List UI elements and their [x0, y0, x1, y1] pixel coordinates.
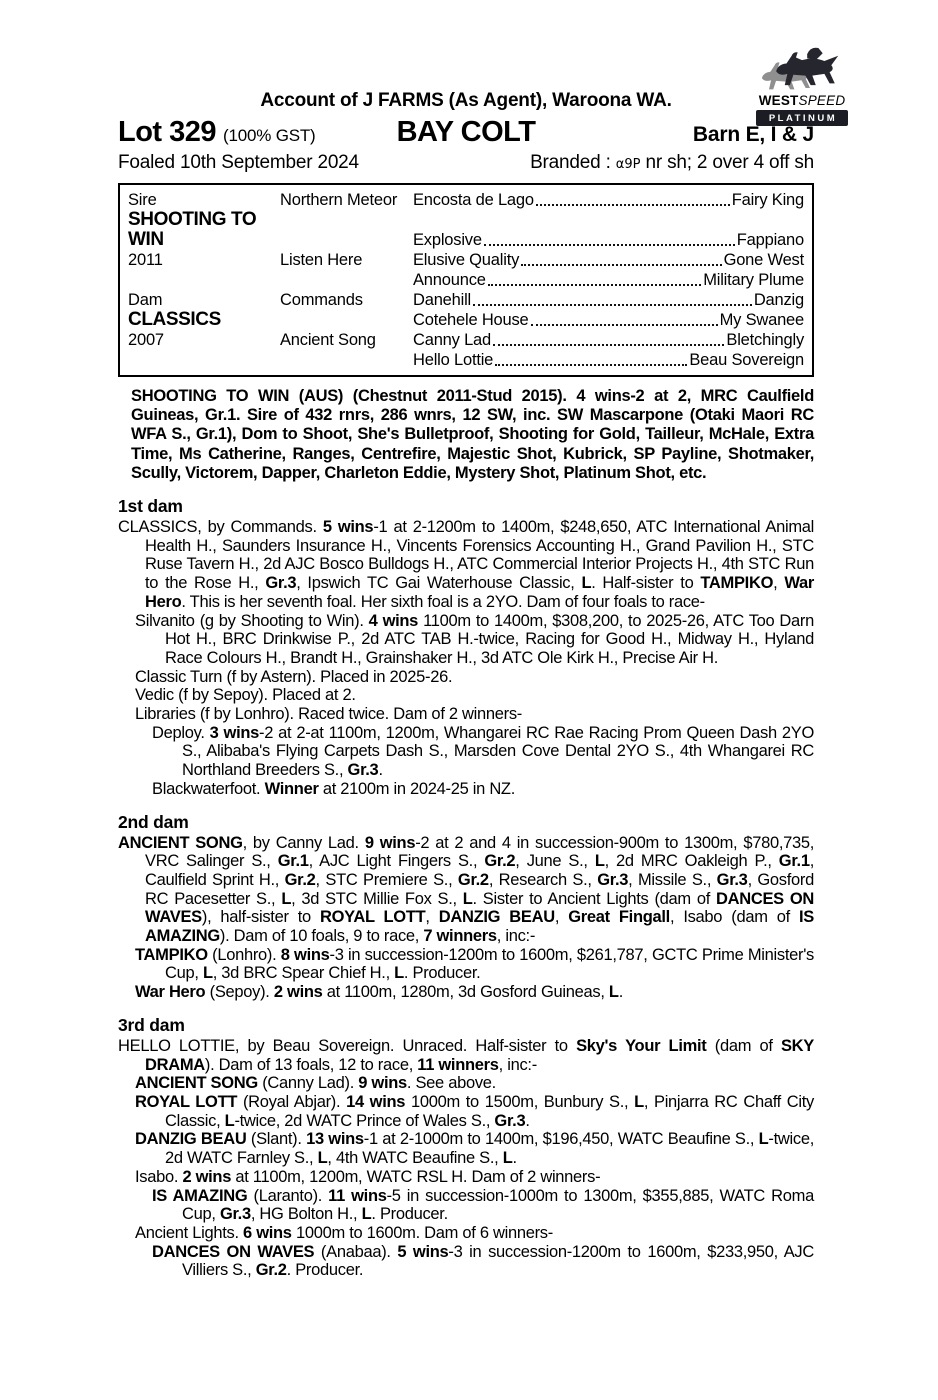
pedigree-cell-parent: Listen Here	[280, 251, 363, 269]
text-segment: , Caulfield Sprint H.,	[145, 852, 814, 889]
branded-line	[530, 152, 814, 174]
text-segment: Gr.1	[277, 852, 309, 871]
section-heading: 1st dam	[118, 496, 183, 517]
ancestor-right: My Swanee	[719, 311, 804, 329]
section-heading: 2nd dam	[118, 811, 189, 832]
text-segment: Gr.2	[484, 852, 516, 871]
ancestor-left: Hello Lottie	[413, 351, 494, 369]
pedigree-cell-name	[128, 350, 280, 370]
pedigree-cell-ancestors	[413, 270, 804, 290]
pedigree-cell-parent	[280, 210, 413, 250]
pedigree-cell-parent	[280, 350, 413, 370]
text-segment: ,	[773, 574, 785, 593]
text-segment: -1 at 2-1200m to 1400m, $248,650, ATC International Animal Health H., Saunders Insurance H., Vincents Forensics Accounting H., Grand Pavilion H., STC Ruse Tavern H., 2d AJC Bosco Bulldogs H., ATC Commercial Interior Projects H., 4th STC Run to the Rose H.,	[145, 518, 815, 593]
pedigree-cell-name: Sire	[128, 191, 157, 209]
sire-summary	[131, 387, 814, 483]
text-segment: . Half-sister to	[591, 574, 701, 593]
pedigree-paragraph	[118, 705, 814, 724]
text-segment: , 3d STC Millie Fox S.,	[291, 889, 463, 908]
dotted-leader	[531, 324, 718, 326]
text-segment: 2 wins	[273, 983, 323, 1002]
ancestor-left: Danehill	[413, 291, 472, 309]
text-segment: , AJC Light Fingers S.,	[308, 852, 485, 871]
text-segment: Classic Turn (f by Astern). Placed in 2025-26.	[135, 667, 453, 686]
text-segment: ANCIENT SONG	[118, 833, 243, 852]
text-segment: -3 in succession-1200m to 1600m, $261,787, GCTC Prime Minister's Cup,	[165, 945, 814, 983]
text-segment: (Sepoy).	[205, 983, 274, 1002]
text-segment: . Producer.	[286, 1261, 364, 1280]
text-segment: ROYAL LOTT	[135, 1093, 238, 1111]
text-segment: ). Dam of 10 foals, 9 to race,	[219, 927, 424, 946]
text-segment: 5 wins	[397, 1242, 449, 1261]
text-segment: DANCES ON WAVES	[145, 889, 814, 927]
text-segment: , Pinjarra RC Chaff City Classic,	[165, 1093, 815, 1130]
logo-west-text: WEST	[758, 93, 799, 108]
lot-number: Lot 329	[118, 116, 217, 148]
pedigree-cell-name: Dam	[128, 291, 163, 309]
text-segment: Gr.3	[716, 870, 748, 889]
text-segment: .	[378, 761, 383, 780]
text-segment: , Ipswich TC Gai Waterhouse Classic,	[296, 574, 582, 593]
pedigree-table	[118, 183, 814, 377]
text-segment: 1100m to 1400m, $308,200, to 2025-26, ATC Too Darn Hot H., BRC Drinkwise P., 2d ATC TAB H.-twice, Racing for Good H., Midway H., Hyland Race Colours H., Brandt H., Grainshaker H., 3d ATC Ole Kirk H., Precise Air H.	[165, 611, 814, 667]
text-segment: -twice, 2d WATC Prince of Wales S.,	[234, 1111, 495, 1130]
text-segment: DANZIG BEAU	[135, 1130, 247, 1149]
text-segment: Ancient Lights.	[135, 1223, 244, 1242]
brand-mark: α9P	[615, 157, 641, 172]
pedigree-cell-parent	[280, 310, 413, 330]
pedigree-paragraph	[118, 724, 814, 780]
pedigree-cell-parent: Commands	[280, 291, 363, 309]
text-segment: (dam of	[706, 1036, 781, 1055]
text-segment: L	[502, 1149, 513, 1168]
dotted-leader	[484, 244, 735, 246]
text-segment: 9 wins	[364, 833, 416, 852]
ancestor-right: Military Plume	[703, 271, 804, 289]
text-segment: Gr.3	[219, 1205, 251, 1224]
pedigree-paragraph	[118, 1037, 814, 1074]
text-segment: HELLO LOTTIE, by Beau Sovereign. Unraced. Half-sister to	[118, 1036, 577, 1055]
text-segment: L	[317, 1149, 328, 1168]
text-segment: 2 wins	[182, 1167, 232, 1186]
text-segment: 14 wins	[346, 1093, 406, 1111]
text-segment: , by Canny Lad.	[242, 833, 365, 852]
barn-label: Barn E, I & J	[692, 123, 815, 146]
text-segment: L	[202, 964, 213, 983]
text-segment: Silvanito (g by Shooting to Win).	[135, 611, 369, 630]
text-segment: War Hero	[135, 983, 206, 1002]
ancestor-left: Canny Lad	[413, 331, 492, 349]
pedigree-paragraph	[118, 518, 814, 612]
text-segment: IS AMAZING	[145, 908, 814, 946]
text-segment: DANZIG BEAU	[438, 908, 555, 927]
text-segment: , June S.,	[515, 852, 595, 871]
text-segment: (Lonhro).	[207, 945, 281, 964]
text-segment: Gr.2	[255, 1261, 287, 1280]
pedigree-paragraph	[118, 1074, 814, 1093]
pedigree-cell-ancestors	[413, 190, 804, 210]
text-segment: . This is her seventh foal. Her sixth foal is a 2YO. Dam of four foals to race-	[181, 592, 705, 611]
text-segment: , Research S.,	[488, 870, 598, 889]
ancestor-left: Cotehele House	[413, 311, 529, 329]
text-segment: , 4th WATC Beaufine S.,	[327, 1149, 503, 1168]
text-segment: ). Dam of 13 foals, 12 to race,	[204, 1055, 418, 1074]
text-segment: 8 wins	[280, 945, 330, 964]
text-segment: 6 wins	[243, 1223, 292, 1242]
pedigree-cell-name: 2007	[128, 331, 164, 349]
dotted-leader	[521, 264, 721, 266]
dotted-leader	[473, 304, 752, 306]
ancestor-left: Encosta de Lago	[413, 191, 534, 209]
pedigree-paragraph	[118, 686, 814, 705]
pedigree-cell-ancestors	[413, 350, 804, 370]
text-segment: 7 winners	[423, 927, 497, 946]
text-segment: ,	[554, 908, 569, 927]
text-segment: 4 wins	[368, 611, 419, 630]
text-segment: Gr.2	[284, 870, 316, 889]
text-segment: at 2100m in 2024-25 in NZ.	[318, 779, 515, 798]
text-segment: L	[758, 1130, 769, 1149]
pedigree-cell-ancestors	[413, 250, 804, 270]
text-segment: . Producer.	[371, 1205, 448, 1224]
pedigree-cell-ancestors	[413, 310, 804, 330]
text-segment: Blackwaterfoot.	[152, 779, 265, 798]
pedigree-paragraph	[118, 1093, 814, 1130]
text-segment: , inc:-	[496, 927, 536, 946]
pedigree-cell-parent: Ancient Song	[280, 331, 376, 349]
platinum-badge: PLATINUM	[756, 110, 848, 126]
text-segment: (Anabaa).	[314, 1242, 398, 1261]
text-segment: L	[581, 574, 592, 593]
text-segment: 9 wins	[358, 1074, 407, 1093]
section-heading: 3rd dam	[118, 1014, 185, 1035]
text-segment: Gr.2	[457, 870, 489, 889]
text-segment: L	[462, 889, 473, 908]
text-segment: -5 in succession-1000m to 1300m, $355,885, WATC Roma Cup,	[182, 1186, 814, 1224]
text-segment: , Isabo (dam of	[669, 908, 799, 927]
logo-speed-text: SPEED	[798, 93, 846, 108]
text-segment: ), half-sister to	[201, 908, 320, 927]
text-segment: .	[525, 1111, 530, 1130]
lot-group	[118, 116, 397, 149]
pedigree-paragraph	[118, 668, 814, 687]
text-segment: Winner	[264, 779, 319, 798]
pedigree-paragraph	[118, 834, 814, 946]
text-segment: (Laranto).	[247, 1186, 329, 1205]
pedigree-cell-ancestors	[413, 290, 804, 310]
ancestor-left: Announce	[413, 271, 486, 289]
ancestor-left: Explosive	[413, 231, 482, 249]
text-segment: Gr.3	[265, 574, 297, 593]
text-segment: ,	[425, 908, 439, 927]
pedigree-cell-ancestors	[413, 210, 804, 250]
pedigree-paragraph	[118, 1224, 814, 1243]
ancestor-right: Fappiano	[736, 231, 804, 249]
ancestor-right: Beau Sovereign	[689, 351, 804, 369]
lot-row	[118, 116, 814, 149]
pedigree-paragraph	[118, 946, 814, 983]
text-segment: L	[634, 1093, 644, 1111]
pedigree-paragraph	[118, 1187, 814, 1224]
pedigree-cell-parent: Northern Meteor	[280, 191, 398, 209]
text-segment: 11 wins	[328, 1186, 387, 1205]
pedigree-paragraph	[118, 1243, 814, 1280]
dotted-leader	[536, 204, 730, 206]
text-segment: IS AMAZING	[152, 1186, 248, 1205]
text-segment: at 1100m, 1200m, WATC RSL H. Dam of 2 winners-	[231, 1167, 601, 1186]
branded-detail: nr sh; 2 over 4 off sh	[645, 152, 814, 173]
ancestor-right: Danzig	[753, 291, 804, 309]
text-segment: .	[618, 983, 623, 1002]
text-segment: -3 in succession-1200m to 1600m, $233,950, AJC Villiers S.,	[182, 1242, 814, 1280]
text-segment: 11 winners	[417, 1055, 499, 1074]
pedigree-paragraph	[118, 1130, 814, 1167]
ancestor-right: Gone West	[723, 251, 804, 269]
text-segment: SHOOTING TO WIN (AUS) (Chestnut 2011-Stud 2015). 4 wins-2 at 2, MRC Caulfield Guineas, Gr.1. Sire of 432 rnrs, 286 wnrs, 12 SW, inc. SW Mascarpone (Otaki Maori RC WFA S., Gr.1), Dom to Shoot, She's Bulletproof, Shooting for Gold, Tailleur, McHale, Extra Time, Ms Catherine, Ranges, Centrefire, Majestic Shot, Kubrick, SP Payline, Shotmaker, Scully, Victorem, Dapper, Charleton Eddie, Mystery Shot, Platinum Shot, etc.	[131, 387, 814, 482]
pedigree-cell-ancestors	[413, 330, 804, 350]
pedigree-cell-name: 2011	[128, 251, 163, 269]
pedigree-paragraph	[118, 983, 814, 1002]
pedigree-cell-name: CLASSICS	[128, 309, 221, 330]
text-segment: 1000m to 1500m, Bunbury S.,	[405, 1093, 635, 1111]
text-segment: , 2d MRC Oakleigh P.,	[604, 852, 779, 871]
text-segment: , HG Bolton H.,	[250, 1205, 362, 1224]
gst-note: (100% GST)	[223, 126, 316, 145]
text-segment: DANCES ON WAVES	[152, 1242, 315, 1261]
text-segment: L	[394, 964, 404, 983]
text-segment: 3 wins	[209, 723, 260, 742]
text-segment: TAMPIKO	[135, 945, 208, 964]
text-segment: . Producer.	[403, 964, 481, 983]
text-segment: . See above.	[406, 1074, 496, 1093]
ancestor-left: Elusive Quality	[413, 251, 520, 269]
text-segment: 5 wins	[322, 518, 374, 537]
pedigree-paragraph	[118, 612, 814, 668]
text-segment: L	[281, 889, 292, 908]
text-segment: , Missile S.,	[628, 870, 717, 889]
text-segment: Gr.3	[597, 870, 629, 889]
text-segment: , 3d BRC Spear Chief H.,	[212, 964, 395, 983]
text-segment: -twice, 2d WATC Farnley S.,	[165, 1130, 814, 1168]
foal-row	[118, 152, 814, 174]
text-segment: 13 wins	[306, 1130, 364, 1149]
pedigree-cell-parent	[280, 270, 413, 290]
text-segment: (Royal Abjar).	[237, 1093, 347, 1111]
text-segment: at 1100m, 1280m, 3d Gosford Guineas,	[322, 983, 609, 1002]
text-segment: , inc:-	[498, 1055, 537, 1074]
text-segment: CLASSICS, by Commands.	[118, 518, 323, 537]
text-segment: (Canny Lad).	[257, 1074, 359, 1093]
text-segment: TAMPIKO	[700, 574, 774, 593]
text-segment: Isabo.	[135, 1167, 183, 1186]
text-segment: (Slant).	[246, 1130, 307, 1149]
pedigree-paragraph	[118, 780, 814, 799]
text-segment: -2 at 2-at 1100m, 1200m, Whangarei RC Rae Racing Prom Queen Dash 2YO S., Alibaba's Flying Carpets Dash S., Marsden Cove Dental 2YO S., 4th Whangarei RC Northland Breeders S.,	[182, 723, 815, 780]
text-segment: Great Fingall	[568, 908, 670, 927]
text-segment: ANCIENT SONG	[135, 1074, 258, 1093]
pedigree-sections	[118, 496, 814, 1280]
text-segment: Sky's Your Limit	[576, 1036, 707, 1055]
text-segment: L	[224, 1111, 235, 1130]
text-segment: Gr.1	[778, 852, 810, 871]
text-segment: SKY DRAMA	[145, 1036, 814, 1074]
ancestor-right: Fairy King	[731, 191, 804, 209]
pedigree-paragraph	[118, 1168, 814, 1187]
pedigree-cell-name	[128, 270, 280, 290]
text-segment: .	[512, 1149, 517, 1168]
text-segment: Gr.3	[494, 1111, 526, 1130]
text-segment: Libraries (f by Lonhro). Raced twice. Dam of 2 winners-	[135, 705, 522, 724]
dotted-leader	[495, 364, 687, 366]
pedigree-cell-name: SHOOTING TO WIN	[128, 209, 257, 250]
page-title: BAY COLT	[396, 116, 536, 148]
text-segment: 1000m to 1600m. Dam of 6 winners-	[291, 1223, 553, 1242]
text-segment: -2 at 2 and 4 in succession-900m to 1300m, $780,735, VRC Salinger S.,	[145, 833, 815, 871]
text-segment: , STC Premiere S.,	[315, 870, 458, 889]
text-segment: L	[361, 1205, 372, 1224]
text-segment: . Sister to Ancient Lights (dam of	[472, 889, 716, 908]
text-segment: Gr.3	[347, 761, 379, 780]
text-segment: L	[608, 983, 619, 1002]
dotted-leader	[493, 344, 724, 346]
catalogue-page	[118, 0, 814, 1280]
account-line: Account of J FARMS (As Agent), Waroona WA.	[260, 90, 672, 111]
dotted-leader	[488, 284, 701, 286]
text-segment: -1 at 2-1000m to 1400m, $196,450, WATC Beaufine S.,	[363, 1130, 759, 1149]
text-segment: Vedic (f by Sepoy). Placed at 2.	[135, 686, 356, 705]
foaled-date: Foaled 10th September 2024	[118, 152, 359, 173]
text-segment: War Hero	[145, 574, 814, 611]
text-segment: ROYAL LOTT	[319, 908, 426, 927]
text-segment: L	[594, 852, 605, 871]
branded-label: Branded :	[530, 152, 611, 173]
text-segment: Deploy.	[152, 723, 210, 742]
ancestor-right: Bletchingly	[726, 331, 804, 349]
text-segment: , Gosford RC Pacesetter S.,	[145, 870, 814, 908]
